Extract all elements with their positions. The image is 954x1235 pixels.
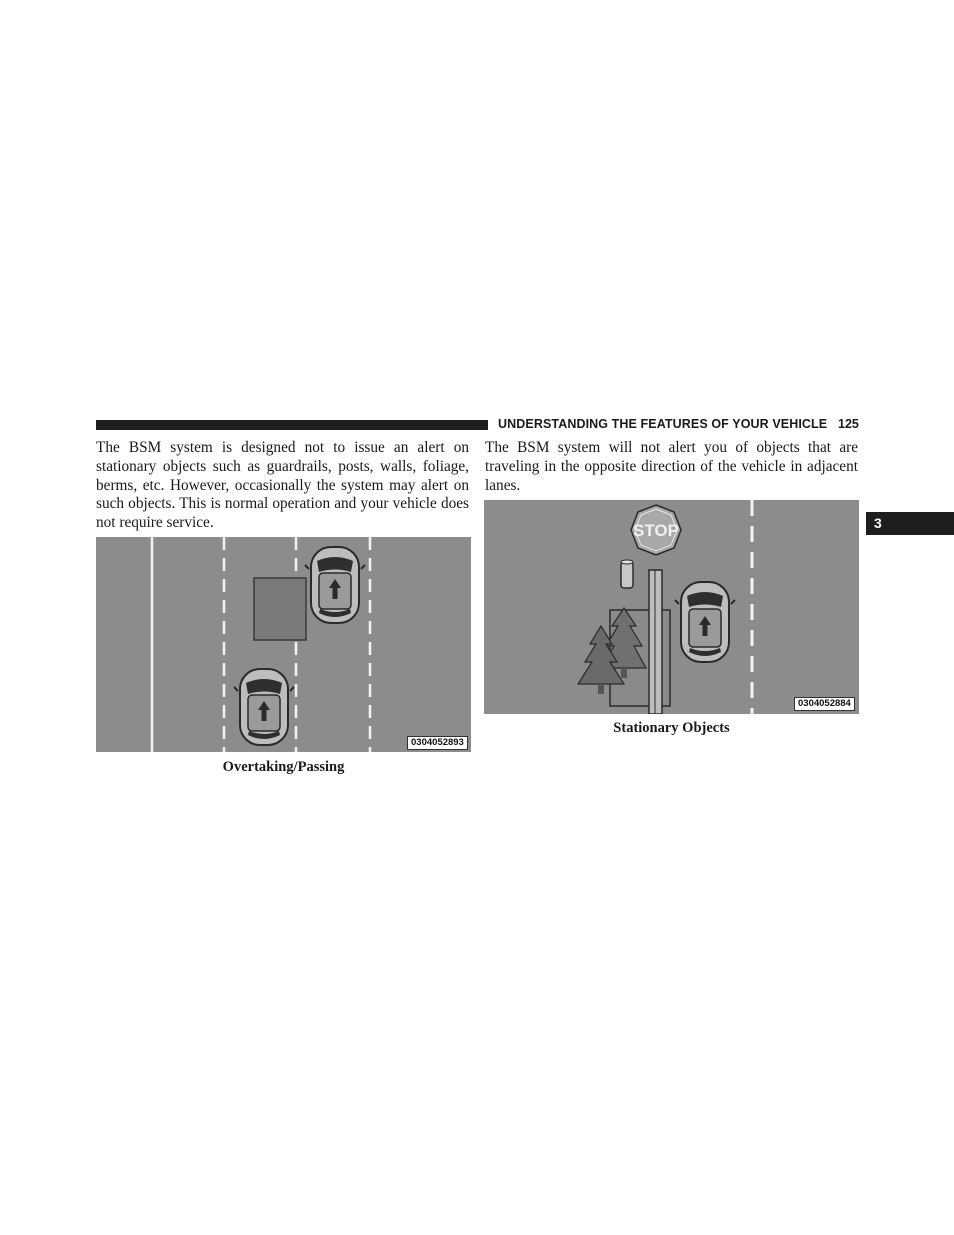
page-number: 125 — [838, 417, 859, 431]
passing-car-icon — [305, 547, 365, 623]
overtaking-road-diagram — [96, 537, 471, 752]
stationary-objects-illustration — [484, 500, 859, 714]
bollard-post — [621, 562, 633, 588]
stationary-objects-diagram — [484, 500, 859, 714]
host-car-icon — [234, 669, 294, 745]
right-paragraph: The BSM system will not alert you of objects that are traveling in the opposite direction of the vehicle in adjacent lanes. — [485, 439, 858, 494]
chapter-tab[interactable]: 3 — [866, 512, 954, 535]
overtaking-illustration — [96, 537, 471, 752]
section-title: UNDERSTANDING THE FEATURES OF YOUR VEHICLE — [498, 417, 828, 431]
stop-sign-label: STOP — [633, 521, 679, 540]
figure-caption-right: Stationary Objects — [613, 720, 730, 736]
figure-code: 0304052893 — [407, 736, 468, 750]
left-paragraph: The BSM system is designed not to issue an alert on stationary objects such as guardrails, posts, walls, foliage, berms, etc. However, occasionally the system may alert on such objects. This is normal operation and your vehicle does not require service. — [96, 439, 469, 532]
header-rule — [96, 420, 488, 430]
figure-code: 0304052884 — [794, 697, 855, 711]
figure-caption-left: Overtaking/Passing — [222, 759, 345, 775]
host-car-icon — [675, 582, 735, 662]
detection-zone — [254, 578, 306, 640]
